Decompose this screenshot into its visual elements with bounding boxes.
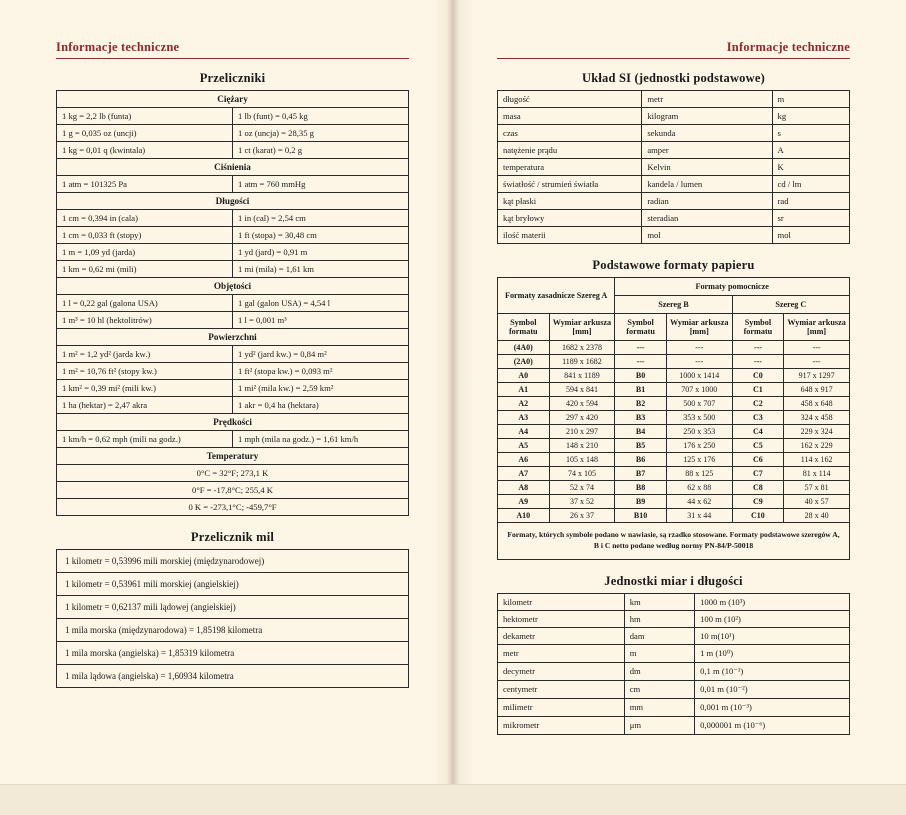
table-row — [498, 227, 850, 244]
cell: C6 — [732, 453, 784, 467]
table-row — [498, 425, 850, 439]
cell: --- — [666, 341, 732, 355]
cell: B2 — [615, 397, 667, 411]
cell: 162 x 229 — [784, 439, 850, 453]
cell: 37 x 52 — [549, 495, 615, 509]
cell: 62 x 88 — [666, 481, 732, 495]
table-row — [57, 312, 409, 329]
cell: 1 m² = 10,76 ft² (stopy kw.) — [57, 363, 233, 380]
category-label: Ciśnienia — [57, 159, 409, 176]
cell: B5 — [615, 439, 667, 453]
cell: μm — [624, 716, 694, 734]
table-row — [498, 193, 850, 210]
table-row — [57, 176, 409, 193]
cell: B4 — [615, 425, 667, 439]
category-label: Ciężary — [57, 91, 409, 108]
cell: 297 x 420 — [549, 411, 615, 425]
cell: 500 x 707 — [666, 397, 732, 411]
cell: hektometr — [498, 610, 625, 627]
cell: B9 — [615, 495, 667, 509]
cell: 707 x 1000 — [666, 383, 732, 397]
cell: 1 kilometr = 0,53961 mili morskiej (angielskiej) — [57, 573, 409, 596]
cell: --- — [784, 341, 850, 355]
table-row — [498, 125, 850, 142]
cell: 100 m (10²) — [695, 610, 850, 627]
cell: 1 m (10⁰) — [695, 644, 850, 662]
cell: A0 — [498, 369, 550, 383]
cell: A10 — [498, 509, 550, 523]
cell: C10 — [732, 509, 784, 523]
table-row — [498, 481, 850, 495]
table-row — [498, 467, 850, 481]
cell: --- — [732, 341, 784, 355]
header-cell: Wymiar arkusza [mm] — [549, 314, 615, 341]
cell: mol — [772, 227, 849, 244]
table-row — [57, 380, 409, 397]
cell: mm — [624, 698, 694, 716]
cell: C9 — [732, 495, 784, 509]
table-header-row — [498, 278, 850, 296]
cell: kg — [772, 108, 849, 125]
cell: 1 kilometr = 0,62137 mili lądowej (angielskiej) — [57, 596, 409, 619]
table-row — [498, 716, 850, 734]
table-row — [57, 125, 409, 142]
table-row — [498, 698, 850, 716]
table-row — [498, 397, 850, 411]
cell: 1 mi² (mila kw.) = 2,59 km² — [233, 380, 409, 397]
cell: 229 x 324 — [784, 425, 850, 439]
paper-formats-table — [497, 277, 850, 523]
cell: A7 — [498, 467, 550, 481]
category-row — [57, 193, 409, 210]
table-row — [498, 159, 850, 176]
cell: metr — [642, 91, 772, 108]
table-row — [498, 662, 850, 680]
cell: 324 x 458 — [784, 411, 850, 425]
cell: A2 — [498, 397, 550, 411]
cell: kilogram — [642, 108, 772, 125]
cell: ilość materii — [498, 227, 642, 244]
table-row — [498, 176, 850, 193]
cell: C8 — [732, 481, 784, 495]
cell: C2 — [732, 397, 784, 411]
cell: A5 — [498, 439, 550, 453]
header-cell: Symbol formatu — [498, 314, 550, 341]
cell: centymetr — [498, 680, 625, 698]
table-row — [498, 509, 850, 523]
header-cell: Wymiar arkusza [mm] — [666, 314, 732, 341]
table-row — [498, 453, 850, 467]
cell: --- — [784, 355, 850, 369]
cell: 1 lb (funt) = 0,45 kg — [233, 108, 409, 125]
cell: 1 m³ = 10 hl (hektolitrów) — [57, 312, 233, 329]
cell: 1 gal (galon USA) = 4,54 l — [233, 295, 409, 312]
cell: B1 — [615, 383, 667, 397]
cell: sr — [772, 210, 849, 227]
cell: amper — [642, 142, 772, 159]
cell: 52 x 74 — [549, 481, 615, 495]
cell: 125 x 176 — [666, 453, 732, 467]
cell: B6 — [615, 453, 667, 467]
cell: 74 x 105 — [549, 467, 615, 481]
cell: C1 — [732, 383, 784, 397]
category-row — [57, 159, 409, 176]
table-row — [498, 108, 850, 125]
cell: rad — [772, 193, 849, 210]
cell: 210 x 297 — [549, 425, 615, 439]
table-row — [498, 627, 850, 644]
cell: radian — [642, 193, 772, 210]
cell: 0,001 m (10⁻³) — [695, 698, 850, 716]
cell: 10 m(10¹) — [695, 627, 850, 644]
cell: 648 x 917 — [784, 383, 850, 397]
cell: 1 mila morska (międzynarodowa) = 1,85198 kilometra — [57, 619, 409, 642]
cell: C0 — [732, 369, 784, 383]
cell: --- — [615, 355, 667, 369]
cell: 1 g = 0,035 oz (uncji) — [57, 125, 233, 142]
cell: mikrometr — [498, 716, 625, 734]
category-label: Temperatury — [57, 448, 409, 465]
cell: 353 x 500 — [666, 411, 732, 425]
header-cell: Symbol formatu — [615, 314, 667, 341]
cell: km — [624, 593, 694, 610]
header-cell: Symbol formatu — [732, 314, 784, 341]
conversion-table — [56, 90, 409, 516]
cell: s — [772, 125, 849, 142]
cell: 420 x 594 — [549, 397, 615, 411]
table-row — [57, 499, 409, 516]
cell: 81 x 114 — [784, 467, 850, 481]
si-units-title: Układ SI (jednostki podstawowe) — [582, 71, 765, 85]
conversion-table-title: Przeliczniki — [199, 71, 266, 85]
cell: --- — [615, 341, 667, 355]
page-bottom-edge — [0, 784, 906, 815]
cell: 40 x 57 — [784, 495, 850, 509]
paper-formats-title: Podstawowe formaty papieru — [592, 258, 755, 272]
cell: 1 ft² (stopa kw.) = 0,093 m² — [233, 363, 409, 380]
cell: 594 x 841 — [549, 383, 615, 397]
cell: temperatura — [498, 159, 642, 176]
table-row — [498, 495, 850, 509]
table-row — [498, 210, 850, 227]
right-page — [453, 0, 906, 815]
cell: 0,1 m (10⁻¹) — [695, 662, 850, 680]
cell: 841 x 1189 — [549, 369, 615, 383]
cell: 1682 x 2378 — [549, 341, 615, 355]
table-row — [498, 644, 850, 662]
cell: Kelvin — [642, 159, 772, 176]
header-cell: Formaty zasadnicze Szereg A — [498, 278, 615, 314]
table-row — [57, 619, 409, 642]
table-row — [498, 439, 850, 453]
cell: czas — [498, 125, 642, 142]
table-header-row — [498, 314, 850, 341]
cell: 1 cm = 0,394 in (cala) — [57, 210, 233, 227]
cell: m — [624, 644, 694, 662]
cell: kilometr — [498, 593, 625, 610]
cell: 1 yd² (jard kw.) = 0,84 m² — [233, 346, 409, 363]
table-row — [57, 142, 409, 159]
table-row — [498, 383, 850, 397]
paper-formats-block — [497, 277, 850, 560]
table-row — [57, 482, 409, 499]
cell: długość — [498, 91, 642, 108]
cell: B7 — [615, 467, 667, 481]
cell: A3 — [498, 411, 550, 425]
table-row — [498, 355, 850, 369]
cell: B3 — [615, 411, 667, 425]
category-label: Objętości — [57, 278, 409, 295]
cell: 1 l = 0,22 gal (galona USA) — [57, 295, 233, 312]
table-row — [57, 596, 409, 619]
cell: A — [772, 142, 849, 159]
cell: B8 — [615, 481, 667, 495]
cell: A8 — [498, 481, 550, 495]
cell: 1 kg = 0,01 q (kwintala) — [57, 142, 233, 159]
table-row — [498, 610, 850, 627]
cell: 1 ha (hektar) = 2,47 akra — [57, 397, 233, 414]
table-row — [498, 593, 850, 610]
cell: 1 mila lądowa (angielska) = 1,60934 kilometra — [57, 665, 409, 688]
cell: 1 mi (mila) = 1,61 km — [233, 261, 409, 278]
cell: A4 — [498, 425, 550, 439]
table-row — [498, 341, 850, 355]
table-row — [498, 142, 850, 159]
category-row — [57, 278, 409, 295]
length-units-title: Jednostki miar i długości — [604, 573, 743, 588]
cell: 0,000001 m (10⁻⁶) — [695, 716, 850, 734]
table-row — [57, 431, 409, 448]
right-page-header: Informacje techniczne — [497, 40, 850, 59]
category-label: Długości — [57, 193, 409, 210]
cell: 1000 x 1414 — [666, 369, 732, 383]
header-cell: Szereg B — [615, 296, 732, 314]
cell: światłość / strumień światła — [498, 176, 642, 193]
cell: 0°F = -17,8°C; 255,4 K — [57, 482, 409, 499]
table-row — [57, 210, 409, 227]
cell: 1 akr = 0,4 ha (hektara) — [233, 397, 409, 414]
cell: masa — [498, 108, 642, 125]
cell: 105 x 148 — [549, 453, 615, 467]
cell: 1 cm = 0,033 ft (stopy) — [57, 227, 233, 244]
cell: --- — [666, 355, 732, 369]
cell: 31 x 44 — [666, 509, 732, 523]
cell: C4 — [732, 425, 784, 439]
cell: 1189 x 1682 — [549, 355, 615, 369]
cell: 1 km/h = 0,62 mph (mili na godz.) — [57, 431, 233, 448]
cell: 28 x 40 — [784, 509, 850, 523]
miles-converter-table — [56, 549, 409, 688]
cell: 88 x 125 — [666, 467, 732, 481]
cell: hm — [624, 610, 694, 627]
cell: kąt płaski — [498, 193, 642, 210]
cell: dam — [624, 627, 694, 644]
cell: 1 m = 1,09 yd (jarda) — [57, 244, 233, 261]
cell: kąt bryłowy — [498, 210, 642, 227]
table-row — [57, 397, 409, 414]
cell: (4A0) — [498, 341, 550, 355]
cell: --- — [732, 355, 784, 369]
cell: 1 kg = 2,2 lb (funta) — [57, 108, 233, 125]
cell: decymetr — [498, 662, 625, 680]
cell: natężenie prądu — [498, 142, 642, 159]
cell: milimetr — [498, 698, 625, 716]
cell: cd / lm — [772, 176, 849, 193]
cell: 1 l = 0,001 m³ — [233, 312, 409, 329]
cell: 0 K = -273,1°C; -459,7°F — [57, 499, 409, 516]
cell: 0°C = 32°F; 273,1 K — [57, 465, 409, 482]
table-row — [57, 465, 409, 482]
cell: B0 — [615, 369, 667, 383]
category-row — [57, 329, 409, 346]
cell: dekametr — [498, 627, 625, 644]
cell: 26 x 37 — [549, 509, 615, 523]
table-row — [57, 550, 409, 573]
table-row — [57, 227, 409, 244]
cell: 114 x 162 — [784, 453, 850, 467]
cell: 1 mila morska (angielska) = 1,85319 kilometra — [57, 642, 409, 665]
category-label: Prędkości — [57, 414, 409, 431]
cell: dm — [624, 662, 694, 680]
cell: 1 in (cal) = 2,54 cm — [233, 210, 409, 227]
table-row — [57, 244, 409, 261]
miles-converter-title: Przelicznik mil — [190, 530, 275, 544]
cell: 250 x 353 — [666, 425, 732, 439]
cell: mol — [642, 227, 772, 244]
cell: 176 x 250 — [666, 439, 732, 453]
cell: K — [772, 159, 849, 176]
cell: 1 ft (stopa) = 30,48 cm — [233, 227, 409, 244]
cell: cm — [624, 680, 694, 698]
table-row — [498, 91, 850, 108]
cell: 1 yd (jard) = 0,91 m — [233, 244, 409, 261]
cell: 1000 m (10³) — [695, 593, 850, 610]
cell: 458 x 648 — [784, 397, 850, 411]
cell: 1 kilometr = 0,53996 mili morskiej (międzynarodowej) — [57, 550, 409, 573]
header-cell: Wymiar arkusza [mm] — [784, 314, 850, 341]
category-row — [57, 91, 409, 108]
table-row — [57, 363, 409, 380]
si-units-table — [497, 90, 850, 244]
category-row — [57, 448, 409, 465]
category-row — [57, 414, 409, 431]
table-row — [498, 411, 850, 425]
table-row — [57, 346, 409, 363]
cell: A9 — [498, 495, 550, 509]
cell: 1 ct (karat) = 0,2 g — [233, 142, 409, 159]
cell: 57 x 81 — [784, 481, 850, 495]
header-cell: Szereg C — [732, 296, 849, 314]
cell: metr — [498, 644, 625, 662]
cell: 1 km = 0,62 mi (mili) — [57, 261, 233, 278]
cell: kandela / lumen — [642, 176, 772, 193]
left-page-header: Informacje techniczne — [56, 40, 409, 59]
cell: 1 atm = 760 mmHg — [233, 176, 409, 193]
cell: C5 — [732, 439, 784, 453]
category-label: Powierzchni — [57, 329, 409, 346]
cell: B10 — [615, 509, 667, 523]
table-row — [57, 295, 409, 312]
paper-formats-note: Formaty, których symbole podano w nawiasie, są rzadko stosowane. Formaty podstawowe szeregów A, B i C netto podane według normy PN-84/P-50018 — [497, 523, 850, 560]
cell: 44 x 62 — [666, 495, 732, 509]
cell: 1 oz (uncja) = 28,35 g — [233, 125, 409, 142]
cell: (2A0) — [498, 355, 550, 369]
cell: 1 atm = 101325 Pa — [57, 176, 233, 193]
cell: 1 m² = 1,2 yd² (jarda kw.) — [57, 346, 233, 363]
table-row — [57, 261, 409, 278]
cell: 1 km² = 0,39 mi² (mili kw.) — [57, 380, 233, 397]
cell: 148 x 210 — [549, 439, 615, 453]
table-row — [498, 680, 850, 698]
cell: C7 — [732, 467, 784, 481]
header-cell: Formaty pomocnicze — [615, 278, 850, 296]
table-row — [57, 573, 409, 596]
cell: A6 — [498, 453, 550, 467]
cell: 917 x 1297 — [784, 369, 850, 383]
cell: steradian — [642, 210, 772, 227]
cell: m — [772, 91, 849, 108]
table-row — [57, 665, 409, 688]
table-row — [57, 642, 409, 665]
cell: A1 — [498, 383, 550, 397]
cell: 0,01 m (10⁻²) — [695, 680, 850, 698]
table-row — [498, 369, 850, 383]
cell: C3 — [732, 411, 784, 425]
cell: 1 mph (mila na godz.) = 1,61 km/h — [233, 431, 409, 448]
length-units-table — [497, 593, 850, 735]
table-row — [57, 108, 409, 125]
cell: sekunda — [642, 125, 772, 142]
